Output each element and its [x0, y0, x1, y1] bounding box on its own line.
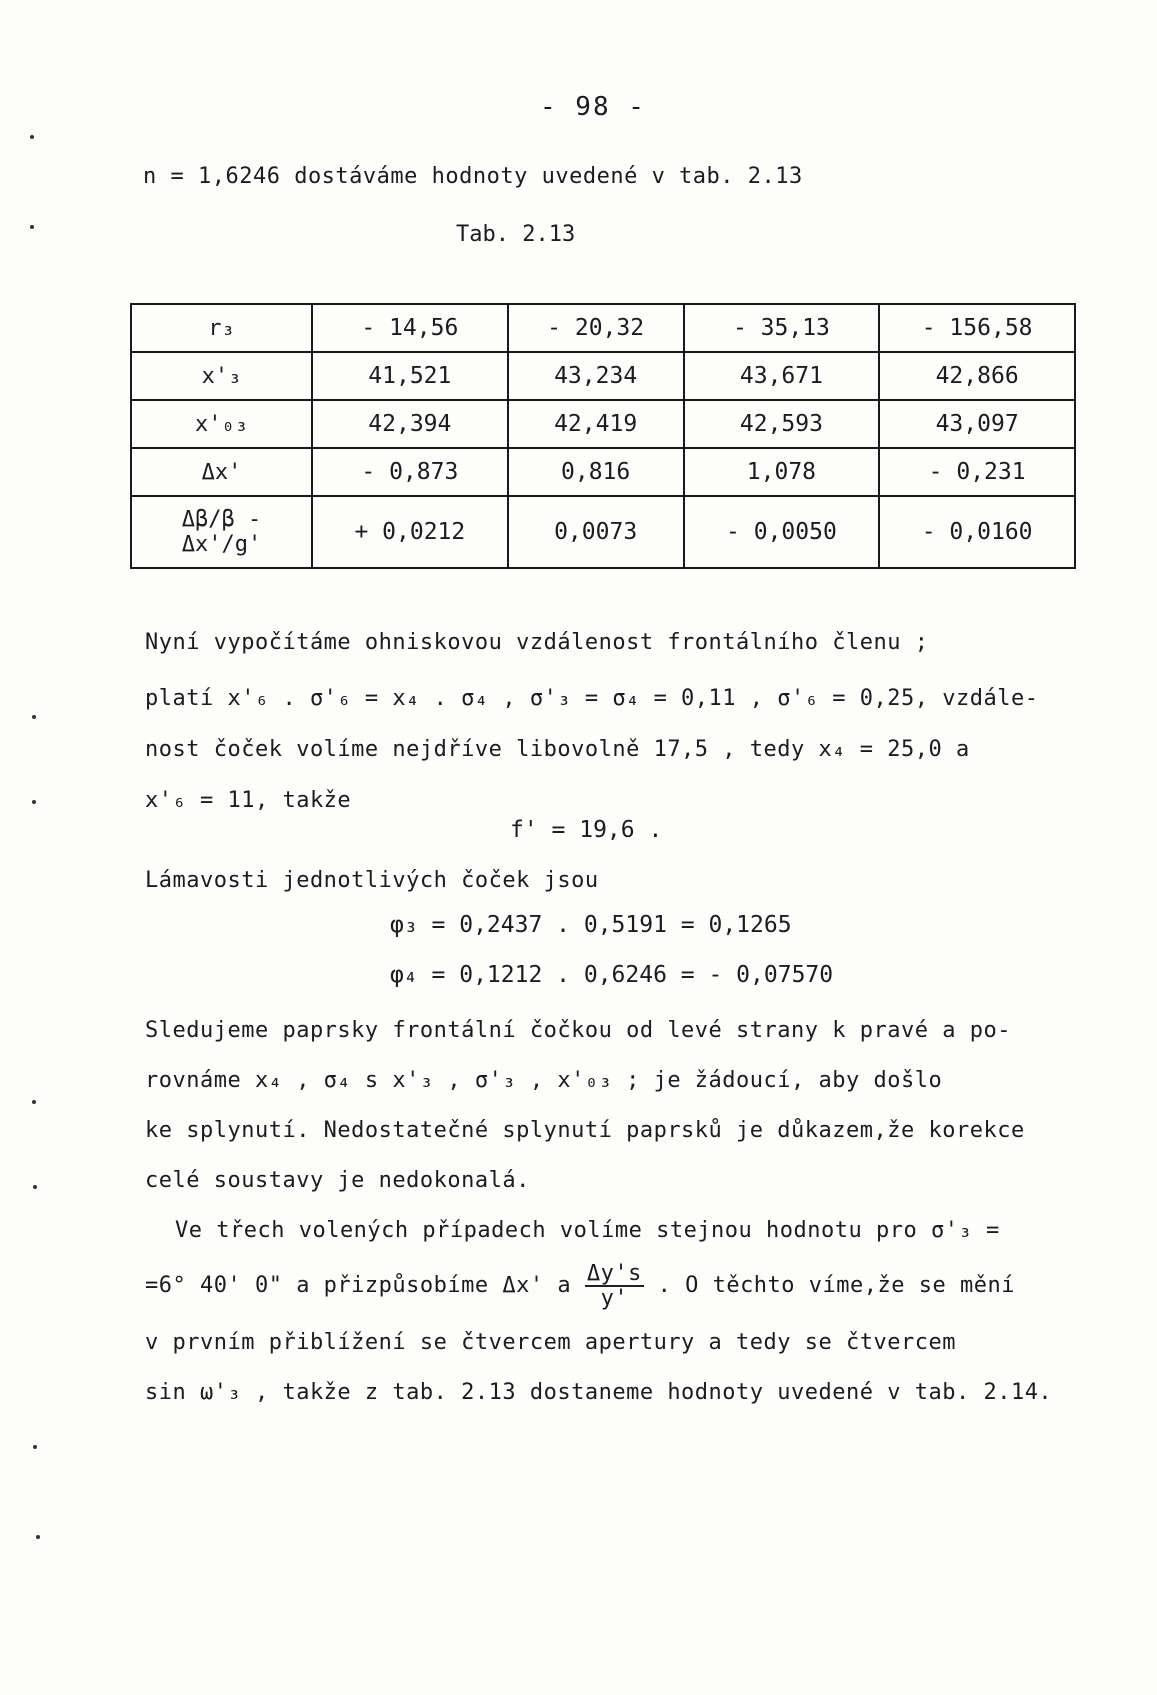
table-cell: 42,419: [508, 400, 684, 448]
body-line-8: ke splynutí. Nedostatečné splynutí paprsků je důkazem,že korekce: [145, 1118, 1025, 1143]
table-row: [131, 448, 1075, 496]
intro-line: n = 1,6246 dostáváme hodnoty uvedené v tab. 2.13: [143, 164, 803, 189]
table-cell: 41,521: [312, 352, 508, 400]
table-caption: Tab. 2.13: [456, 222, 576, 247]
row-label: Δβ/β - Δx'/g': [131, 496, 312, 568]
table-cell: 42,866: [879, 352, 1075, 400]
body-line-7: rovnáme x₄ , σ₄ s x'₃ , σ'₃ , x'₀₃ ; je žádoucí, aby došlo: [145, 1068, 943, 1093]
table-cell: 43,671: [684, 352, 880, 400]
table-row: [131, 496, 1075, 568]
formula-focal-length: f' = 19,6 .: [510, 817, 663, 843]
fraction-numerator: Δy's: [586, 1261, 642, 1286]
row-label: Δx': [131, 448, 312, 496]
fraction-denominator: y': [600, 1286, 629, 1312]
table-cell: - 156,58: [879, 304, 1075, 352]
table-cell: 43,234: [508, 352, 684, 400]
body-line-2: platí x'₆ . σ'₆ = x₄ . σ₄ , σ'₃ = σ₄ = 0,11 , σ'₆ = 0,25, vzdále-: [145, 686, 1039, 711]
body-line-12: v prvním přiblížení se čtvercem apertury a tedy se čtvercem: [145, 1330, 956, 1355]
table-cell: - 0,0160: [879, 496, 1075, 568]
table-cell: - 35,13: [684, 304, 880, 352]
formula-phi3: φ₃ = 0,2437 . 0,5191 = 0,1265: [390, 912, 792, 938]
body-line-4: x'₆ = 11, takže: [145, 788, 352, 813]
row-label: x'₃: [131, 352, 312, 400]
table-cell: 42,394: [312, 400, 508, 448]
body-line-1: Nyní vypočítáme ohniskovou vzdálenost frontálního členu ;: [145, 630, 929, 655]
table-cell: - 0,231: [879, 448, 1075, 496]
body-line-9: celé soustavy je nedokonalá.: [145, 1168, 530, 1193]
body-line-11-start: =6° 40' 0" a přizpůsobíme Δx' a: [145, 1273, 572, 1299]
body-line-5: Lámavosti jednotlivých čoček jsou: [145, 868, 599, 893]
row-label: r₃: [131, 304, 312, 352]
formula-phi4: φ₄ = 0,1212 . 0,6246 = - 0,07570: [390, 962, 834, 988]
data-table: [130, 303, 1076, 569]
table-cell: 42,593: [684, 400, 880, 448]
table-cell: - 14,56: [312, 304, 508, 352]
body-line-10: Ve třech volených případech volíme stejnou hodnotu pro σ'₃ =: [175, 1218, 1000, 1243]
table-cell: - 0,873: [312, 448, 508, 496]
body-line-13: sin ω'₃ , takže z tab. 2.13 dostaneme hodnoty uvedené v tab. 2.14.: [145, 1380, 1053, 1405]
table-cell: - 0,0050: [684, 496, 880, 568]
table-cell: 0,816: [508, 448, 684, 496]
body-line-11-end: . O těchto víme,že se mění: [657, 1273, 1015, 1299]
table-row: [131, 304, 1075, 352]
table-row: [131, 400, 1075, 448]
table-cell: - 20,32: [508, 304, 684, 352]
row-label: x'₀₃: [131, 400, 312, 448]
table-cell: 1,078: [684, 448, 880, 496]
page-number: - 98 -: [540, 92, 646, 122]
fraction-dy-over-y: [585, 1262, 644, 1310]
table-cell: 43,097: [879, 400, 1075, 448]
body-line-3: nost čoček volíme nejdříve libovolně 17,5 , tedy x₄ = 25,0 a: [145, 737, 970, 762]
table-row: [131, 352, 1075, 400]
table-cell: 0,0073: [508, 496, 684, 568]
body-line-6: Sledujeme paprsky frontální čočkou od levé strany k pravé a po-: [145, 1018, 1011, 1043]
body-line-11: [145, 1262, 1015, 1310]
table-cell: + 0,0212: [312, 496, 508, 568]
